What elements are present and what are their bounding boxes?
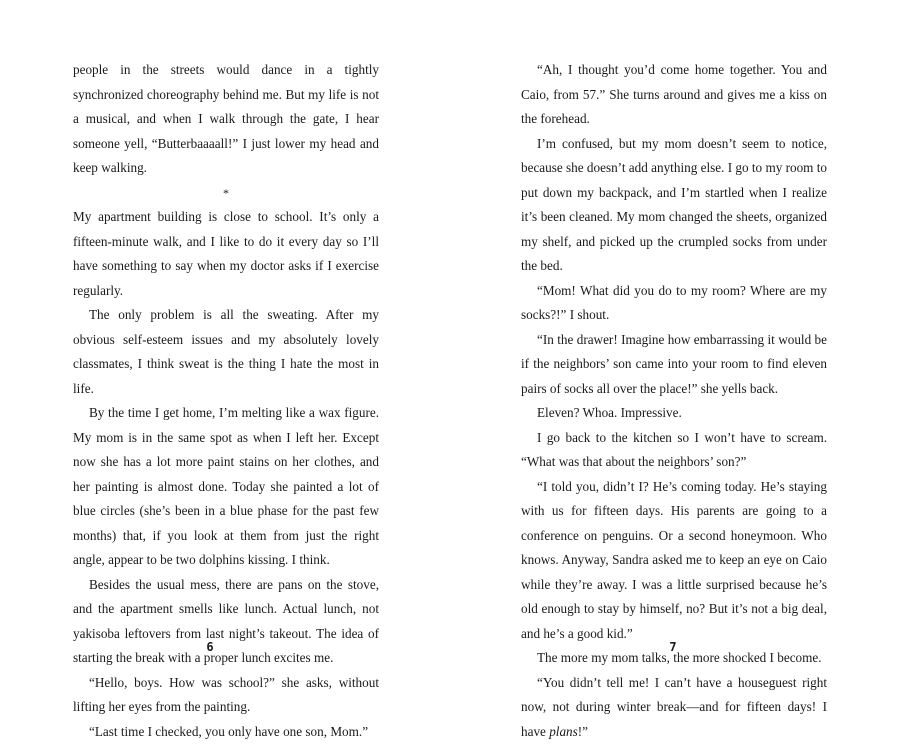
left-page [0, 0, 450, 686]
right-page [450, 0, 900, 686]
paragraph: “I told you, didn’t I? He’s coming today. He’s staying with us for fifteen days. His parents are going to a conference on penguins. Or a second honeymoon. Who knows. Anyway, Sandra asked me to keep an eye on Caio while they’re away. I was a little surprised because he’s old enough to stay by himself, no? But it’s not a big deal, and he’s a good kid.” [521, 475, 827, 647]
paragraph: “Last time I checked, you only have one son, Mom.” [73, 720, 379, 744]
paragraph: Besides the usual mess, there are pans on the stove, and the apartment smells like lunch. Actual lunch, not yakisoba leftovers from last night’s takeout. The idea of starting the break with a proper lunch excites me. [73, 573, 379, 671]
paragraph: people in the streets would dance in a tightly synchronized choreography behind me. But my life is not a musical, and when I walk through the gate, I hear someone yell, “Butterbaaaall!” I just lower my head and keep walking. [73, 58, 379, 181]
paragraph: “Ah, I thought you’d come home together. You and Caio, from 57.” She turns around and gives me a kiss on the forehead. [521, 58, 827, 132]
paragraph: “Hello, boys. How was school?” she asks, without lifting her eyes from the painting. [73, 671, 379, 720]
paragraph: By the time I get home, I’m melting like a wax figure. My mom is in the same spot as when I left her. Except now she has a lot more paint stains on her clothes, and her painting is almost done. Today she painted a lot of blue circles (she’s been in a blue phase for the past few months) that, if you look at them from just the right angle, appear to be two dolphins kissing. I think. [73, 401, 379, 573]
page-number: 6 [200, 640, 220, 654]
paragraph: The more my mom talks, the more shocked I become. [521, 646, 827, 671]
paragraph [521, 671, 827, 744]
paragraph: Eleven? Whoa. Impressive. [521, 401, 827, 426]
emphasis: plans [549, 724, 578, 739]
paragraph: “Mom! What did you do to my room? Where are my socks?!” I shout. [521, 279, 827, 328]
page-number: 7 [663, 640, 683, 654]
section-break: * [73, 181, 379, 206]
text-run: “You didn’t tell me! I can’t have a houseguest right now, not during winter break—and for fifteen days! I have [521, 675, 827, 739]
paragraph: The only problem is all the sweating. After my obvious self-esteem issues and my absolutely lovely classmates, I think sweat is the thing I hate the most in life. [73, 303, 379, 401]
left-page-text [73, 58, 379, 744]
paragraph: “In the drawer! Imagine how embarrassing it would be if the neighbors’ son came into your room to find eleven pairs of socks all over the place!” she yells back. [521, 328, 827, 402]
paragraph: My apartment building is close to school. It’s only a fifteen-minute walk, and I like to do it every day so I’ll have something to say when my doctor asks if I exercise regularly. [73, 205, 379, 303]
paragraph: I go back to the kitchen so I won’t have to scream. “What was that about the neighbors’ son?” [521, 426, 827, 475]
paragraph: I’m confused, but my mom doesn’t seem to notice, because she doesn’t add anything else. I go to my room to put down my backpack, and I’m startled when I realize it’s been cleaned. My mom changed the sheets, organized my shelf, and picked up the crumpled socks from under the bed. [521, 132, 827, 279]
text-run: !” [578, 724, 588, 739]
